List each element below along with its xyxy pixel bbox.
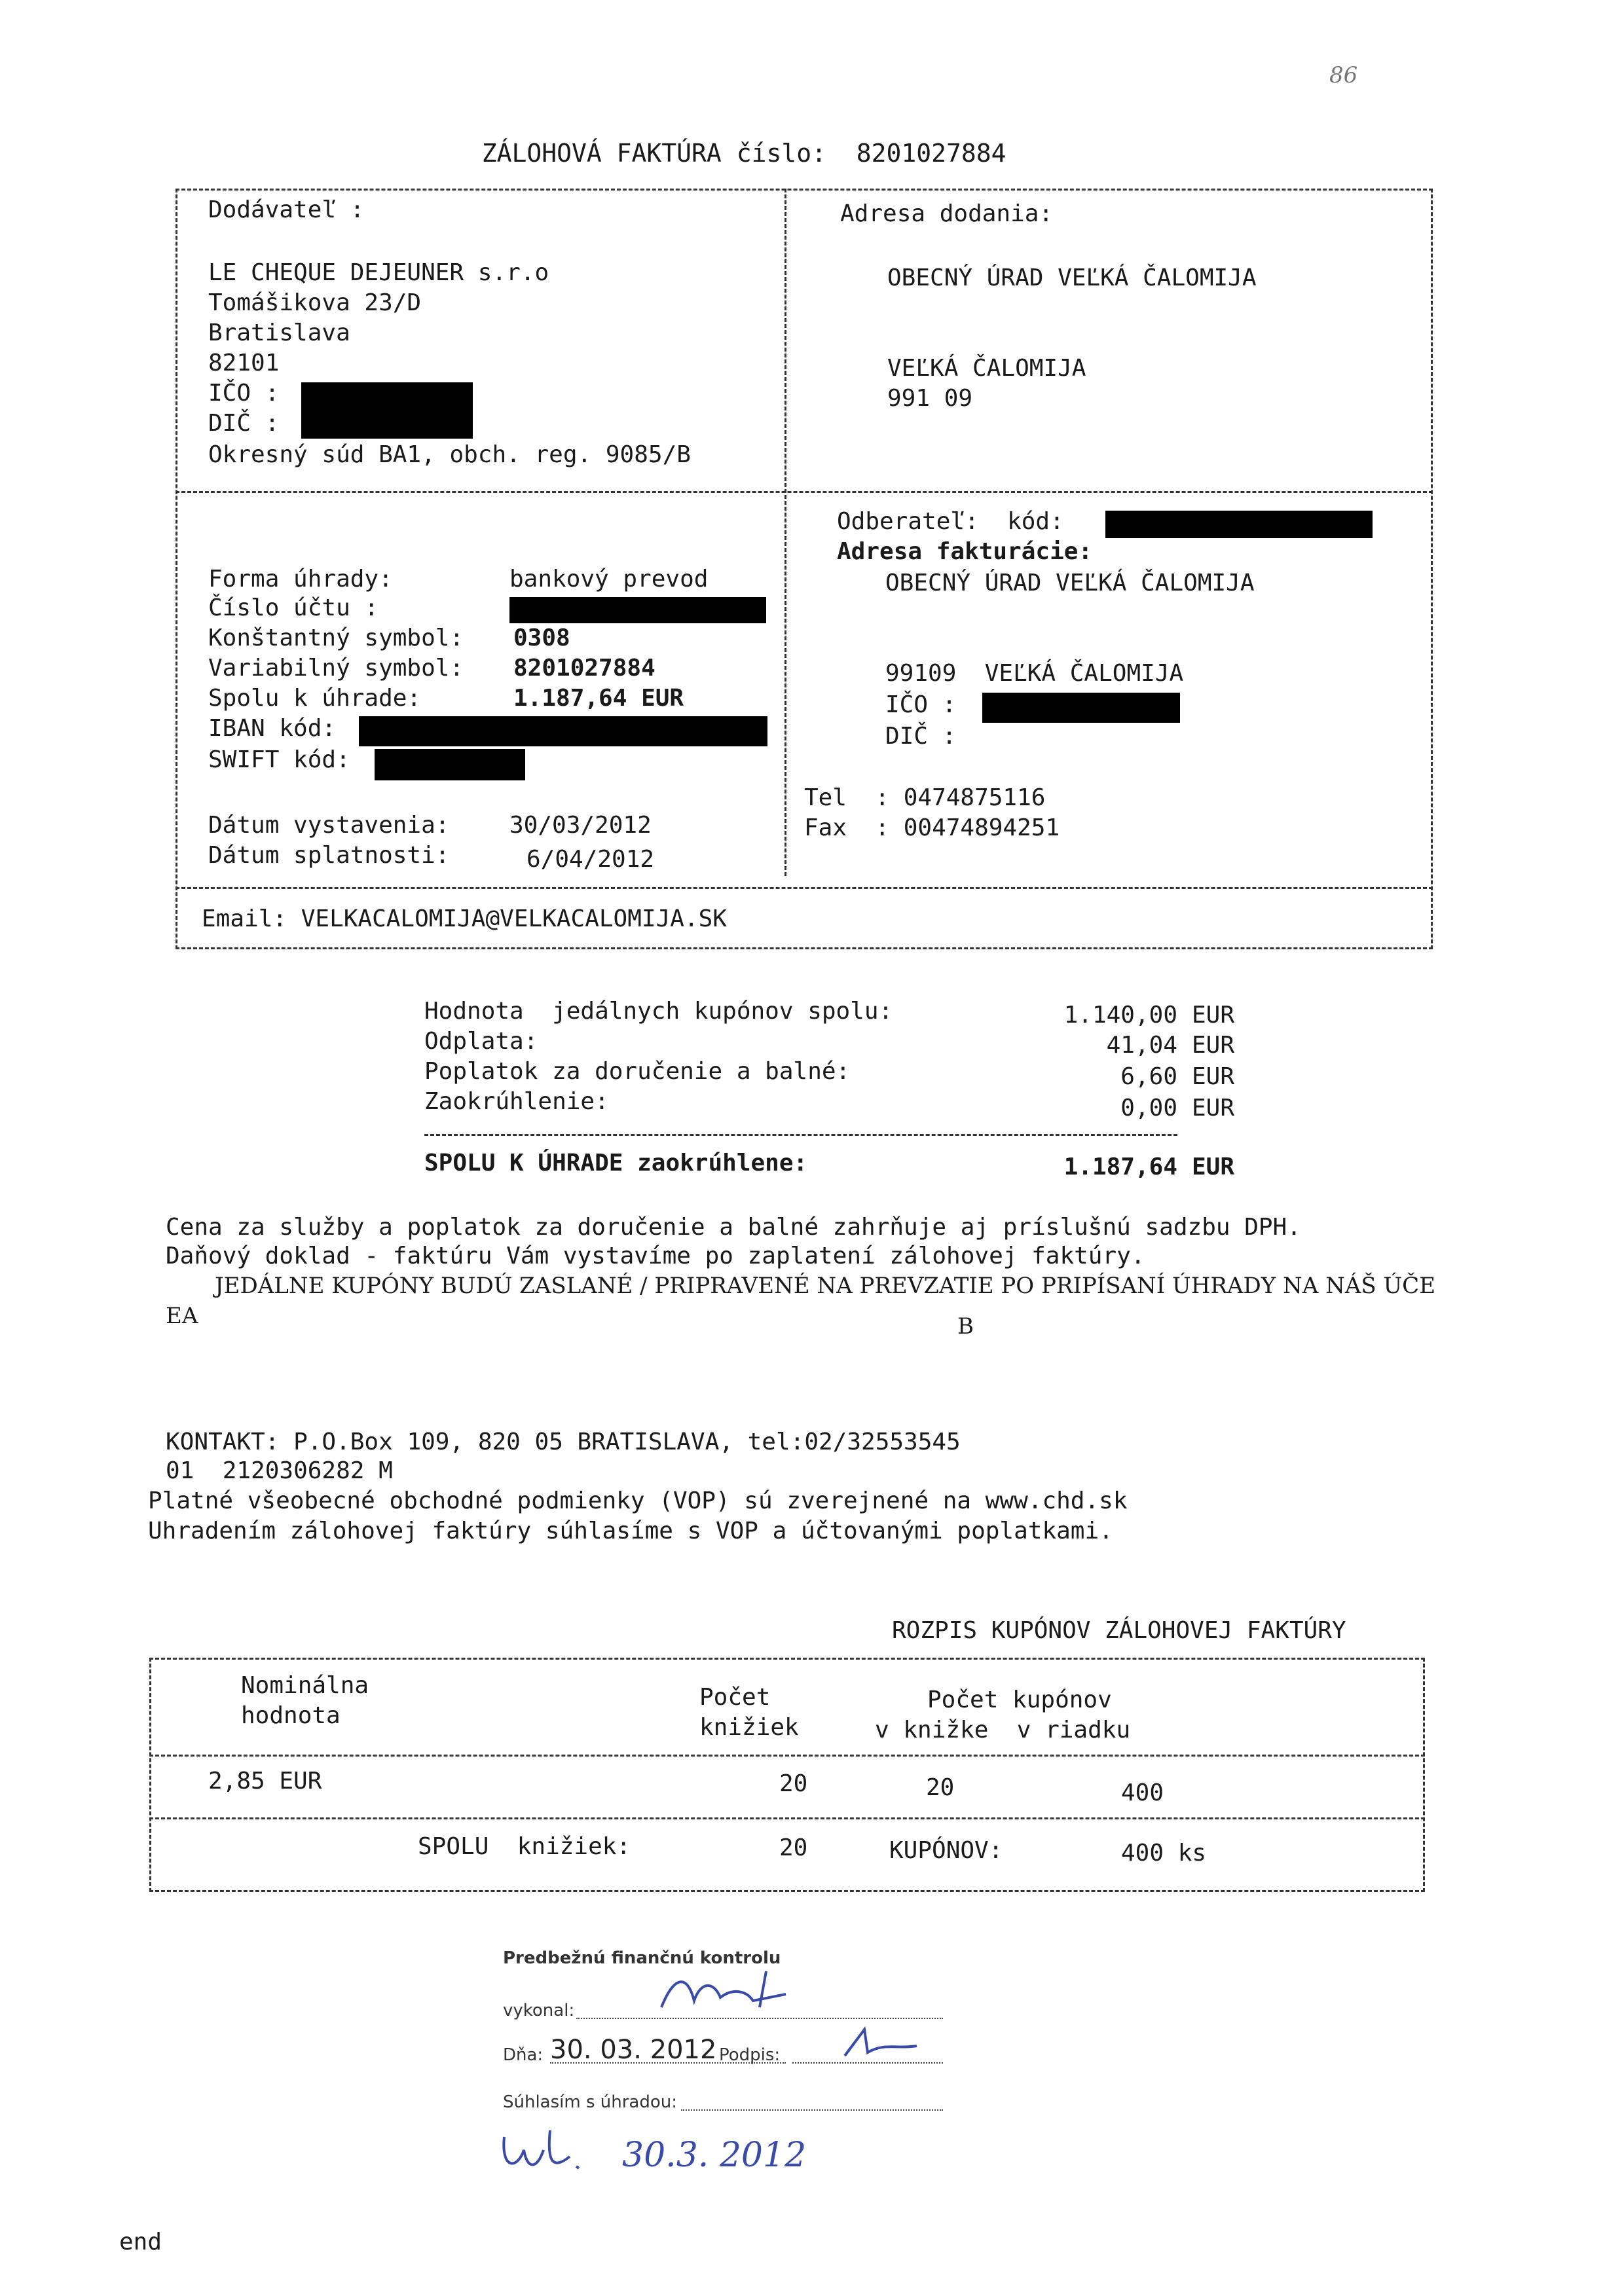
col-header-books: Počet [699, 1684, 771, 1711]
summary-row-label: Poplatok za doručenie a balné: [424, 1058, 851, 1085]
table-row-books: 20 [779, 1770, 808, 1797]
invoice-number: 8201027884 [856, 139, 1006, 168]
variable-symbol-label: Variabilný symbol: [208, 655, 464, 682]
issue-date-label: Dátum vystavenia: [208, 812, 450, 839]
note-vat: Cena za služby a poplatok za doručenie a balné zahrňuje aj príslušnú sadzbu DPH. [166, 1214, 1301, 1241]
box-divider-lower [175, 887, 1433, 889]
contact-registration: 01 2120306282 M [166, 1457, 393, 1484]
redacted-swift [375, 749, 525, 780]
supplier-street: Tomášikova 23/D [208, 289, 422, 316]
summary-divider [424, 1134, 1177, 1136]
note-coupons-shipping: JEDÁLNE KUPÓNY BUDÚ ZASLANÉ / PRIPRAVENÉ NA PREVZATIE PO PRIPÍSANÍ ÚHRADY NA NÁŠ ÚČE [215, 1273, 1436, 1299]
table-row-nominal: 2,85 EUR [208, 1768, 322, 1795]
supplier-heading: Dodávateľ : [208, 196, 365, 223]
col-header-books: knižiek [699, 1714, 799, 1741]
billing-address-heading: Adresa fakturácie: [837, 538, 1093, 565]
redacted-account-number [509, 597, 766, 623]
summary-row-unit: EUR [1192, 1002, 1235, 1029]
total-due-label: Spolu k úhrade: [208, 685, 422, 712]
redacted-customer-code [1105, 511, 1373, 538]
col-header-coupons: v knižke v riadku [875, 1717, 1131, 1743]
variable-symbol-value: 8201027884 [513, 655, 655, 682]
col-header-nominal: hodnota [241, 1702, 341, 1729]
coupons-table-divider [149, 1755, 1425, 1757]
stamp-agree-line [681, 2109, 943, 2111]
supplier-court: Okresný súd BA1, obch. reg. 9085/B [208, 441, 691, 468]
stamp-date-value: 30. 03. 2012 [550, 2035, 717, 2065]
constant-symbol-label: Konštantný symbol: [208, 625, 464, 651]
due-date-value: 6/04/2012 [526, 846, 655, 873]
supplier-name: LE CHEQUE DEJEUNER s.r.o [208, 259, 549, 286]
delivery-heading: Adresa dodania: [840, 200, 1054, 227]
supplier-city: Bratislava [208, 319, 350, 346]
customer-tel: Tel : 0474875116 [804, 784, 1046, 811]
summary-row-value: 6,60 [1120, 1063, 1177, 1090]
summary-row-value: 0,00 [1120, 1095, 1177, 1121]
delivery-name: OBECNÝ ÚRAD VEĽKÁ ČALOMIJA [887, 264, 1257, 291]
handwritten-date: 30.3. 2012 [622, 2136, 807, 2175]
note-coupons-shipping-cont-b: B [957, 1313, 974, 1339]
col-header-coupons: Počet kupónov [927, 1686, 1112, 1713]
summary-total-label: SPOLU K ÚHRADE zaokrúhlene: [424, 1150, 808, 1176]
total-coupons-label: KUPÓNOV: [889, 1837, 1003, 1864]
account-number-label: Číslo účtu : [208, 594, 379, 621]
total-due-value: 1.187,64 EUR [513, 685, 684, 712]
invoice-title-label: ZÁLOHOVÁ FAKTÚRA číslo: [481, 139, 826, 168]
handwritten-initials-icon [498, 2124, 589, 2183]
summary-total-value: 1.187,64 [1063, 1154, 1177, 1180]
box-divider-vertical [784, 189, 786, 876]
customer-dic-label: DIČ : [885, 723, 957, 750]
coupons-table-divider [149, 1817, 1425, 1819]
stamp-sign-line [792, 2062, 943, 2064]
summary-row-label: Hodnota jedálnych kupónov spolu: [424, 998, 893, 1025]
summary-row-value: 1.140,00 [1063, 1002, 1177, 1029]
invoice-title [452, 110, 1006, 168]
table-row-per-row: 400 [1121, 1779, 1164, 1806]
payment-method-value: bankový prevod [509, 566, 709, 592]
summary-row-unit: EUR [1192, 1032, 1235, 1059]
total-books-value: 20 [779, 1834, 808, 1861]
customer-code-label: Odberateľ: kód: [837, 508, 1064, 535]
payment-method-label: Forma úhrady: [208, 566, 393, 592]
customer-fax: Fax : 00474894251 [804, 814, 1060, 841]
document-end-marker: end [119, 2229, 162, 2255]
customer-name: OBECNÝ ÚRAD VEĽKÁ ČALOMIJA [885, 570, 1255, 596]
supplier-dic-label: DIČ : [208, 410, 280, 437]
supplier-zip: 82101 [208, 350, 280, 376]
stamp-agree-label: Súhlasím s úhradou: [503, 2092, 678, 2112]
contact-address: KONTAKT: P.O.Box 109, 820 05 BRATISLAVA, tel:02/32553545 [166, 1429, 961, 1455]
col-header-nominal: Nominálna [241, 1672, 369, 1699]
stamp-sign-label: Podpis: [719, 2045, 781, 2065]
note-coupons-shipping-cont-a: EA [166, 1303, 198, 1329]
total-books-label: SPOLU knižiek: [418, 1833, 631, 1860]
iban-label: IBAN kód: [208, 715, 337, 742]
total-coupons-value: 400 ks [1121, 1840, 1207, 1867]
page-number-mark: 86 [1329, 62, 1358, 88]
stamp-date-label: Dňa: [503, 2045, 544, 2065]
summary-row-label: Zaokrúhlenie: [424, 1088, 609, 1115]
due-date-label: Dátum splatnosti: [208, 842, 450, 869]
stamp-title: Predbežnú finančnú kontrolu [503, 1948, 781, 1968]
handwritten-initials-icon [838, 2023, 936, 2062]
redacted-iban [359, 716, 767, 746]
contact-terms: Platné všeobecné obchodné podmienky (VOP) sú zverejnené na www.chd.sk [148, 1487, 1128, 1514]
summary-row-unit: EUR [1192, 1063, 1235, 1090]
summary-row-value: 41,04 [1106, 1032, 1177, 1059]
swift-label: SWIFT kód: [208, 746, 350, 773]
note-tax-document: Daňový doklad - faktúru Vám vystavíme po zaplatení zálohovej faktúry. [166, 1243, 1145, 1269]
contact-terms-agreement: Uhradením zálohovej faktúry súhlasíme s VOP a účtovanými poplatkami. [148, 1518, 1113, 1544]
supplier-ico-label: IČO : [208, 380, 280, 407]
customer-email: Email: VELKACALOMIJA@VELKACALOMIJA.SK [202, 905, 727, 932]
delivery-zip: 991 09 [887, 385, 973, 412]
issue-date-value: 30/03/2012 [509, 812, 652, 839]
handwritten-signature-icon [655, 1961, 799, 2020]
customer-ico-label: IČO : [885, 691, 957, 718]
table-row-per-book: 20 [926, 1774, 955, 1801]
delivery-city: VEĽKÁ ČALOMIJA [887, 355, 1086, 382]
summary-total-unit: EUR [1192, 1154, 1235, 1180]
constant-symbol-value: 0308 [513, 625, 570, 651]
summary-row-unit: EUR [1192, 1095, 1235, 1121]
redacted-customer-ico [982, 693, 1180, 723]
summary-row-label: Odplata: [424, 1028, 538, 1055]
box-divider-upper [175, 491, 1433, 493]
coupons-table-title: ROZPIS KUPÓNOV ZÁLOHOVEJ FAKTÚRY [892, 1617, 1346, 1644]
redacted-supplier-ids [301, 382, 473, 439]
stamp-done-label: vykonal: [503, 2001, 575, 2020]
customer-zip-city: 99109 VEĽKÁ ČALOMIJA [885, 660, 1184, 687]
